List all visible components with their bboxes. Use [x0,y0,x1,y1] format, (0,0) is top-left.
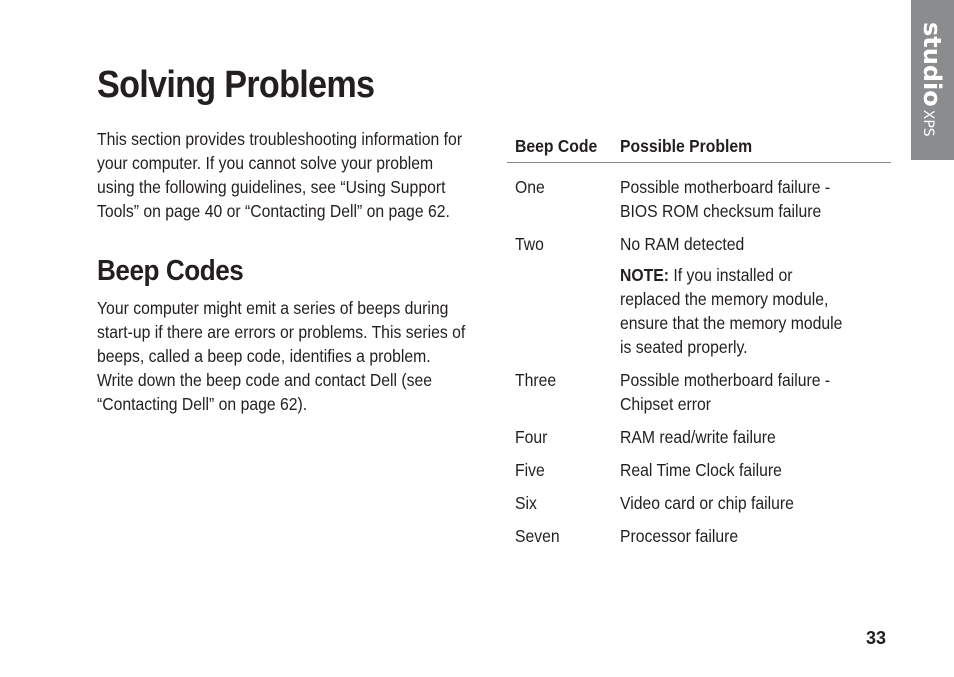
note-row [507,263,891,368]
table-header-row [507,134,891,163]
logo-model: XPS [920,109,936,137]
header-beep-code: Beep Code [507,134,612,163]
problem-cell: Possible motherboard failure - BIOS ROM checksum failure [620,177,831,221]
problem-cell: Processor failure [620,526,739,546]
beep-code-cell: Seven [515,526,560,546]
studio-xps-logo [911,0,954,160]
beep-code-cell: Five [515,460,545,480]
problem-cell: RAM read/write failure [620,427,776,447]
table-row [507,425,891,458]
problem-cell: No RAM detected [620,234,745,254]
intro-paragraph: This section provides troubleshooting information for your computer. If you cannot solve your problem using the following guidelines, see “Using Support Tools” on page 40 or “Contacting Dell” on page 62. [97,129,463,221]
beep-code-cell: One [515,177,545,197]
section-heading: Beep Codes [97,255,244,287]
table-row [507,524,891,557]
table-row [507,458,891,491]
logo-brand: studio [918,22,946,107]
beep-code-cell: Four [515,427,548,447]
table-row [507,368,891,425]
table-row [507,491,891,524]
header-possible-problem: Possible Problem [612,134,891,163]
page-title: Solving Problems [97,64,375,106]
side-tab [911,0,954,160]
beep-codes-intro: Your computer might emit a series of beeps during start-up if there are errors or problems. This series of beeps, called a beep code, identifies a problem. Write down the beep code and contact Dell (see “Contacting Dell” on page 62). [97,298,466,414]
table-row [507,232,891,263]
problem-cell: Video card or chip failure [620,493,794,513]
beep-code-cell: Six [515,493,537,513]
svg-text:studioXPS [918,22,946,137]
beep-code-table [507,134,891,557]
note-cell: NOTE: If you installed or replaced the memory module, ensure that the memory module is seated properly. [620,265,843,357]
page-number: 33 [866,628,887,648]
problem-cell: Real Time Clock failure [620,460,782,480]
problem-cell: Possible motherboard failure - Chipset error [620,370,831,414]
beep-code-cell: Two [515,234,544,254]
note-text: If you installed or [669,265,793,285]
note-label: NOTE: [620,265,670,285]
table-row [507,163,891,233]
beep-code-cell: Three [515,370,557,390]
